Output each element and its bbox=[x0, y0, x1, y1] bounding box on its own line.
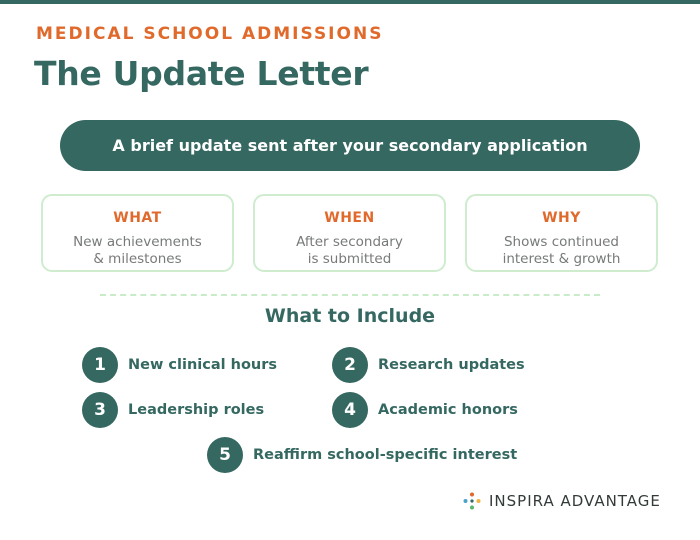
include-item-label: Reaffirm school-specific interest bbox=[253, 447, 518, 463]
number-badge: 5 bbox=[207, 437, 243, 473]
include-item-3 bbox=[82, 392, 264, 428]
card-what-line-2: & milestones bbox=[93, 251, 182, 267]
include-item-label: Leadership roles bbox=[128, 402, 265, 418]
card-why-line-2: interest & growth bbox=[502, 251, 621, 267]
card-what-text bbox=[43, 234, 232, 268]
card-when-text bbox=[255, 234, 444, 268]
number-badge: 1 bbox=[82, 347, 118, 383]
card-what bbox=[41, 194, 234, 272]
include-item-4 bbox=[332, 392, 518, 428]
dashed-divider bbox=[100, 294, 600, 296]
summary-banner-text: A brief update sent after your secondary application bbox=[112, 136, 588, 155]
include-item-1 bbox=[82, 347, 277, 383]
include-item-label: Research updates bbox=[378, 357, 525, 373]
card-when bbox=[253, 194, 446, 272]
page-title: The Update Letter bbox=[34, 54, 369, 93]
brand-name: INSPIRA ADVANTAGE bbox=[489, 492, 661, 510]
card-why-label: WHY bbox=[542, 210, 581, 226]
card-when-line-2: is submitted bbox=[307, 251, 392, 267]
inspira-cross-dots-icon bbox=[463, 492, 481, 510]
include-item-label: Academic honors bbox=[378, 402, 518, 418]
card-what-line-1: New achievements bbox=[73, 234, 202, 250]
card-what-label: WHAT bbox=[113, 210, 162, 226]
card-when-label: WHEN bbox=[324, 210, 375, 226]
top-accent-bar bbox=[0, 0, 700, 4]
number-badge: 3 bbox=[82, 392, 118, 428]
eyebrow-heading: MEDICAL SCHOOL ADMISSIONS bbox=[36, 24, 384, 44]
include-item-5 bbox=[207, 437, 517, 473]
card-why-line-1: Shows continued bbox=[503, 234, 620, 250]
include-item-label: New clinical hours bbox=[128, 357, 278, 373]
card-when-line-1: After secondary bbox=[296, 234, 403, 250]
card-why-text bbox=[467, 234, 656, 268]
number-badge: 4 bbox=[332, 392, 368, 428]
number-badge: 2 bbox=[332, 347, 368, 383]
summary-banner bbox=[60, 120, 640, 171]
brand-logo bbox=[463, 492, 661, 510]
include-section-title: What to Include bbox=[264, 305, 436, 327]
card-why bbox=[465, 194, 658, 272]
include-item-2 bbox=[332, 347, 525, 383]
